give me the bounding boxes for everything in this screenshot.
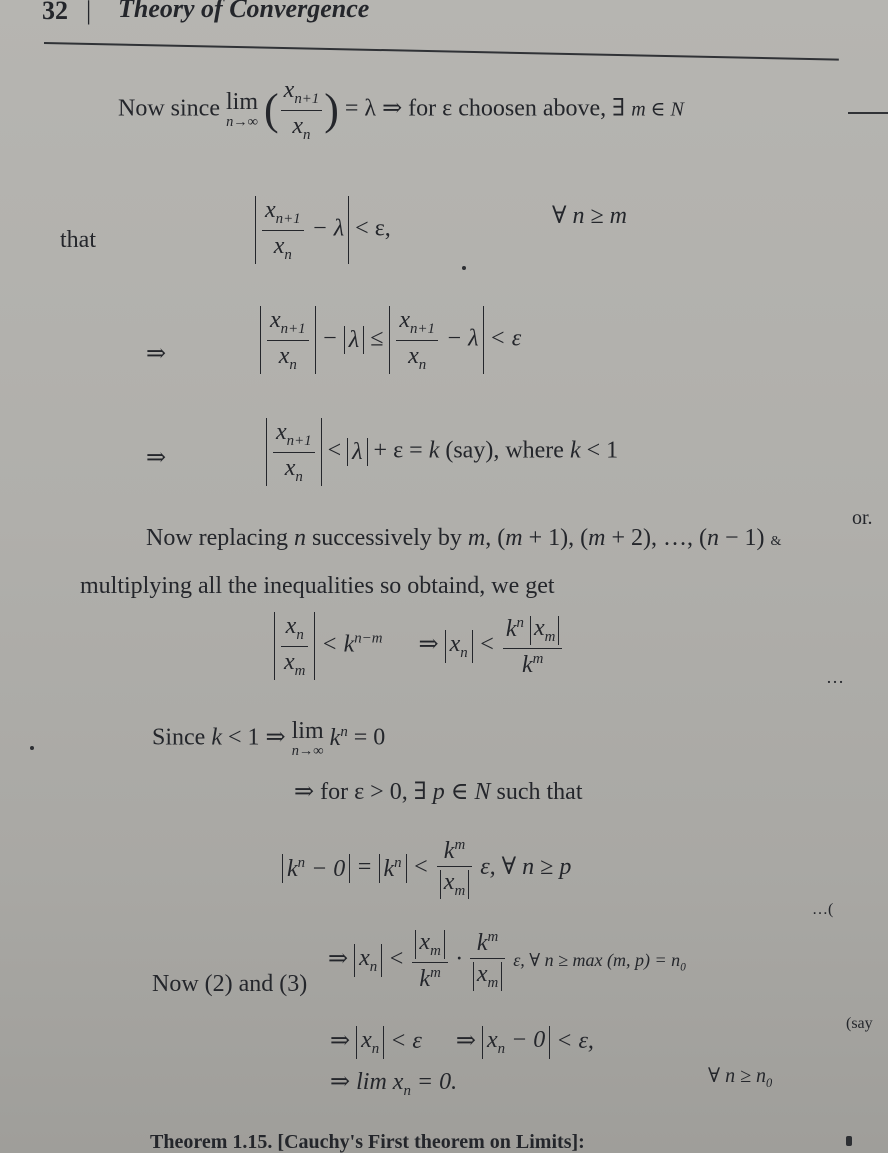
k-say-text: (say), where: [445, 437, 564, 464]
header-rule: [44, 42, 839, 61]
eq-mark-2: …(: [812, 901, 834, 918]
for-epsilon-line: ⇒ for ε > 0, ∃ p ∈ N such that: [294, 779, 583, 805]
replacing-line: Now replacing n successively by m, (m + 1), (m + 2), …, (n − 1) &: [146, 525, 782, 551]
multiplying-line: multiplying all the inequalities so obtaind, we get: [80, 573, 555, 599]
margin-or: or.: [852, 507, 873, 529]
ratio-fraction: $\frac{x_{n+1}}{x_n}$: [281, 78, 323, 142]
theorem-heading: Theorem 1.15. [Cauchy's First theorem on Limits]:: [150, 1131, 585, 1153]
since-k-line: Since k < 1 ⇒ lim n→∞ $k^n = 0$: [152, 718, 386, 760]
since-text: Now since: [118, 95, 220, 122]
forall-n-ge-m: ∀ n ≥ m: [552, 203, 627, 229]
inequality-7: ⇒ $x_n < \varepsilon$ ⇒ $x_n - 0 < \varepsilon$,: [330, 1027, 594, 1057]
for-epsilon-text: for ε choosen above, ∃: [408, 95, 626, 122]
now-23-line: Now (2) and (3): [152, 971, 308, 997]
ink-speck: [462, 266, 466, 270]
eq-dots-1: …: [826, 667, 844, 687]
inequality-1: $\frac{x_{n+1}}{x_n}$ − λ < ε,: [255, 196, 391, 264]
since-line: Now since lim n→∞ ( $\frac{x_{n+1}}{x_n}$ ) = λ ⇒ for ε choosen above, ∃ m ∈ N: [118, 77, 684, 143]
inequality-3: $\frac{x_{n+1}}{x_n}$ < λ + ε = k (say), where k < 1: [266, 418, 618, 486]
that-label: that: [60, 227, 96, 253]
say-edge: (say: [846, 1015, 873, 1032]
page-number: 32: [42, 0, 68, 25]
header-separator: |: [86, 0, 92, 25]
inequality-4: $\frac{x_n}{x_m}$ < $k^{n-m}$ ⇒ $x_n$ < $\frac{k^n x_m}{k^m}$: [274, 612, 564, 680]
corner-mark: [846, 1136, 852, 1146]
inequality-5: $k^n - 0 = k^n$ < $\frac{k^m}{x_m}$ ε, ∀ n ≥ p: [282, 838, 571, 899]
conclusion-line: ⇒ $\lim x_n = 0$.: [330, 1069, 458, 1099]
inequality-6: ⇒ $x_n$ < $\frac{x_m}{k^m}$ · $\frac{k^m}{x_m}$ ε, ∀ n ≥ max (m, $p) = n_0$: [328, 929, 686, 992]
inequality-2: $\frac{x_{n+1}}{x_n}$ − λ ≤ $\frac{x_{n+1}}{x_n}$ − λ < ε: [260, 306, 521, 374]
arrow-2: ⇒: [146, 445, 167, 471]
limit-operator: lim n→∞: [225, 89, 258, 131]
margin-dash: [848, 112, 888, 114]
arrow-1: ⇒: [146, 341, 167, 367]
running-title: Theory of Convergence: [118, 0, 370, 23]
forall-n-ge-n0: ∀ $n \ge n_0$: [708, 1065, 773, 1090]
margin-dot: [30, 746, 34, 750]
